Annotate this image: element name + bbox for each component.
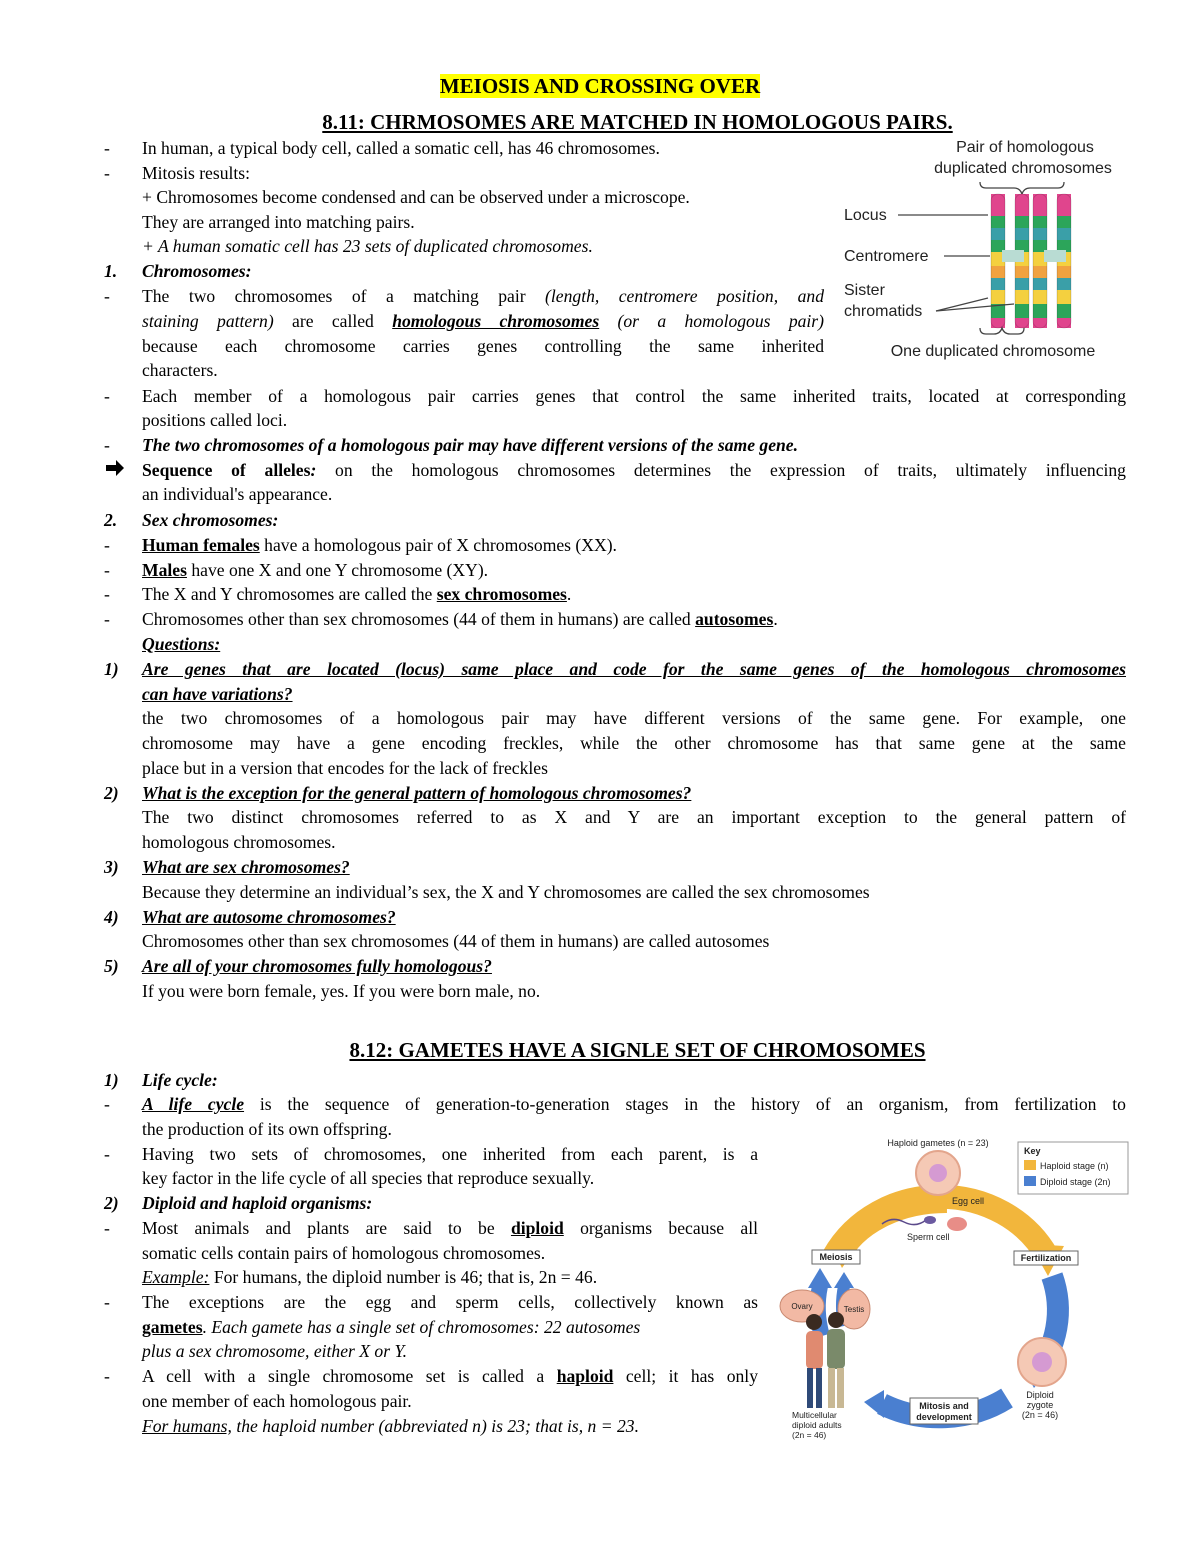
- egg-label: Egg cell: [952, 1196, 985, 1206]
- bullet-dash: -: [104, 1218, 110, 1238]
- question-text: What are autosome chromosomes?: [142, 907, 396, 927]
- sperm-label: Sperm cell: [907, 1232, 950, 1242]
- answer-text: place but in a version that encodes for the lack of freckles: [142, 758, 548, 778]
- text-line: characters.: [142, 360, 218, 380]
- text-line: somatic cells contain pairs of homologous chromosomes.: [142, 1243, 546, 1263]
- adults-label-line3: (2n = 46): [792, 1430, 827, 1440]
- chromatid-band: [1057, 304, 1071, 318]
- gamete-nucleus: [929, 1164, 947, 1182]
- questions-label: Questions:: [142, 634, 221, 654]
- section-heading-8-11: 8.11: CHRMOSOMES ARE MATCHED IN HOMOLOGOUS PAIRS.: [322, 110, 953, 134]
- zygote-label-line1: Diploid: [1026, 1390, 1054, 1400]
- question-marker: 4): [104, 907, 119, 927]
- adults-label-line2: diploid adults: [792, 1420, 842, 1430]
- haploid-gametes-label: Haploid gametes (n = 23): [887, 1138, 989, 1148]
- meiosis-label: Meiosis: [819, 1252, 853, 1262]
- text-line: Most animals and plants are said to be diploid organisms because all: [142, 1218, 758, 1238]
- adults-label-line1: Multicellular: [792, 1410, 837, 1420]
- text-line: A life cycle is the sequence of generation-to-generation stages in the history of an organism, from fertilization to: [142, 1094, 1126, 1114]
- question-text: Are genes that are located (locus) same place and code for the same genes of the homologous chromosomes: [142, 659, 1126, 679]
- key-haploid-label: Haploid stage (n): [1040, 1161, 1109, 1171]
- answer-text: chromosome may have a gene encoding freckles, while the other chromosome has that same gene at the same: [142, 733, 1126, 753]
- key-diploid-swatch: [1024, 1176, 1036, 1186]
- chromatid-band: [1033, 228, 1047, 240]
- answer-text: The two distinct chromosomes referred to as X and Y are an important exception to the general pattern of: [142, 807, 1126, 827]
- zygote-label-line2: zygote: [1026, 1400, 1054, 1410]
- top-bracket: [980, 182, 1064, 194]
- fertilization-label: Fertilization: [1020, 1253, 1072, 1263]
- chromatid-band: [991, 278, 1005, 290]
- document-title: MEIOSIS AND CROSSING OVER: [439, 74, 761, 98]
- text-line: The exceptions are the egg and sperm cells, collectively known as: [142, 1292, 758, 1312]
- bottom-bracket: [980, 328, 1024, 334]
- text-line: because each chromosome carries genes controlling the same inherited: [142, 336, 824, 356]
- chromatid-band: [1015, 290, 1029, 304]
- text-line: Males have one X and one Y chromosome (XY).: [142, 560, 489, 580]
- text-line: The X and Y chromosomes are called the sex chromosomes.: [142, 584, 572, 604]
- section-heading-8-12: 8.12: GAMETES HAVE A SIGNLE SET OF CHROMOSOMES: [349, 1038, 926, 1062]
- zygote-label-line3: (2n = 46): [1021, 1410, 1059, 1420]
- question-marker: 5): [104, 956, 119, 976]
- text-line: Mitosis results:: [142, 163, 251, 183]
- locus-label: Locus: [844, 207, 887, 224]
- list-marker: 2.: [104, 510, 118, 530]
- bullet-dash: -: [104, 386, 110, 406]
- bullet-dash: -: [104, 1144, 110, 1164]
- centromere-label: Centromere: [844, 248, 929, 265]
- text-line: For humans, the haploid number (abbreviated n) is 23; that is, n = 23.: [142, 1416, 639, 1436]
- bullet-dash: -: [104, 163, 110, 183]
- chromatid-band: [991, 266, 1005, 278]
- chromatid-band: [1057, 194, 1071, 216]
- list-label: Sex chromosomes:: [142, 510, 279, 530]
- question-text: Are all of your chromosomes fully homologous?: [142, 956, 492, 976]
- text-line: Each member of a homologous pair carries genes that control the same inherited traits, located at corresponding: [142, 386, 1126, 406]
- text-line: The two chromosomes of a matching pair (length, centromere position, and: [142, 286, 824, 306]
- text-line: In human, a typical body cell, called a somatic cell, has 46 chromosomes.: [142, 138, 660, 158]
- arrow-bullet-icon: [104, 458, 126, 482]
- question-marker: 2): [104, 783, 119, 803]
- bullet-dash: -: [104, 286, 110, 306]
- chromatid-band: [1057, 216, 1071, 228]
- mitosis-label-line1: Mitosis and: [919, 1401, 969, 1411]
- bullet-dash: -: [104, 609, 110, 629]
- centromere: [1002, 250, 1024, 262]
- text-line: staining pattern) are called homologous chromosomes (or a homologous pair): [142, 311, 825, 331]
- list-marker: 2): [104, 1193, 119, 1213]
- chromatid-band: [991, 228, 1005, 240]
- diploid-arrowhead-bottom: [864, 1390, 884, 1418]
- list-label: Life cycle:: [142, 1070, 218, 1090]
- figure1-title-line2: duplicated chromosomes: [934, 160, 1112, 177]
- chromatid-band: [1033, 278, 1047, 290]
- text-line: plus a sex chromosome, either X or Y.: [142, 1341, 408, 1361]
- text-line: Chromosomes other than sex chromosomes (44 of them in humans) are called autosomes.: [142, 609, 778, 629]
- text-line: Sequence of alleles: on the homologous chromosomes determines the expression of traits, ultimately influencing: [142, 460, 1126, 480]
- bullet-dash: -: [104, 535, 110, 555]
- sister-label-line1: Sister: [844, 282, 885, 299]
- text-line: Human females have a homologous pair of X chromosomes (XX).: [142, 535, 617, 555]
- chromatid-band: [1033, 216, 1047, 228]
- question-text: can have variations?: [142, 684, 293, 704]
- text-line: + A human somatic cell has 23 sets of duplicated chromosomes.: [142, 236, 593, 256]
- list-label: Diploid and haploid organisms:: [142, 1193, 373, 1213]
- homologous-chromosomes-figure: [838, 134, 1138, 364]
- list-marker: 1.: [104, 261, 118, 281]
- chromatid-band: [1033, 266, 1047, 278]
- text-line: positions called loci.: [142, 410, 288, 430]
- key-diploid-label: Diploid stage (2n): [1040, 1177, 1111, 1187]
- diploid-arrowhead-left: [808, 1268, 832, 1288]
- text-line: A cell with a single chromosome set is called a haploid cell; it has only: [142, 1366, 758, 1386]
- figure1-title-line1: Pair of homologous: [956, 139, 1094, 156]
- chromatid-band: [991, 194, 1005, 216]
- question-marker: 1): [104, 659, 119, 679]
- text-line: + Chromosomes become condensed and can be observed under a microscope.: [142, 187, 690, 207]
- chromatid-band: [1057, 278, 1071, 290]
- chromatid-band: [1057, 290, 1071, 304]
- key-title: Key: [1024, 1146, 1041, 1156]
- bullet-dash: -: [104, 435, 110, 455]
- chromatid-band: [1015, 304, 1029, 318]
- answer-text: homologous chromosomes.: [142, 832, 336, 852]
- centromere: [1044, 250, 1066, 262]
- text-line: gametes. Each gamete has a single set of chromosomes: 22 autosomes: [142, 1317, 641, 1337]
- text-line: The two chromosomes of a homologous pair may have different versions of the same gene.: [142, 435, 799, 455]
- chromatid-band: [1033, 290, 1047, 304]
- chromatid-band: [991, 290, 1005, 304]
- egg-cell: [947, 1217, 967, 1231]
- text-line: the production of its own offspring.: [142, 1119, 392, 1139]
- sister-label-line2: chromatids: [844, 303, 923, 320]
- answer-text: If you were born female, yes. If you were born male, no.: [142, 981, 541, 1001]
- mitosis-label-line2: development: [916, 1412, 972, 1422]
- figure1-bottom-label: One duplicated chromosome: [890, 343, 1096, 360]
- chromatid-band: [991, 216, 1005, 228]
- sperm-head: [924, 1216, 936, 1224]
- text-line: They are arranged into matching pairs.: [142, 212, 415, 232]
- chromatid-band: [1033, 194, 1047, 216]
- text-line: Having two sets of chromosomes, one inherited from each parent, is a: [142, 1144, 758, 1164]
- question-text: What are sex chromosomes?: [142, 857, 350, 877]
- list-label: Chromosomes:: [142, 261, 252, 281]
- chromatid-band: [1057, 266, 1071, 278]
- bullet-dash: -: [104, 1292, 110, 1312]
- human-life-cycle-figure: [772, 1136, 1142, 1446]
- bullet-dash: -: [104, 560, 110, 580]
- zygote-nucleus: [1032, 1352, 1052, 1372]
- bullet-dash: -: [104, 1094, 110, 1114]
- chromatid-band: [1015, 266, 1029, 278]
- chromatid-band: [1015, 194, 1029, 216]
- key-haploid-swatch: [1024, 1160, 1036, 1170]
- list-marker: 1): [104, 1070, 119, 1090]
- bullet-dash: -: [104, 1366, 110, 1386]
- chromatid-band: [1033, 304, 1047, 318]
- answer-text: Chromosomes other than sex chromosomes (44 of them in humans) are called autosomes: [142, 931, 770, 951]
- text-line: Example: For humans, the diploid number is 46; that is, 2n = 46.: [142, 1267, 598, 1287]
- diploid-arrowhead-left2: [834, 1272, 854, 1288]
- bullet-dash: -: [104, 138, 110, 158]
- bullet-dash: -: [104, 584, 110, 604]
- chromatid-band: [1057, 228, 1071, 240]
- chromatid-band: [1015, 228, 1029, 240]
- text-line: an individual's appearance.: [142, 484, 333, 504]
- question-marker: 3): [104, 857, 119, 877]
- question-text: What is the exception for the general pattern of homologous chromosomes?: [142, 783, 692, 803]
- answer-text: Because they determine an individual’s sex, the X and Y chromosomes are called the sex chromosomes: [142, 882, 870, 902]
- text-line: key factor in the life cycle of all species that reproduce sexually.: [142, 1168, 595, 1188]
- testis-label: Testis: [843, 1305, 865, 1314]
- text-line: one member of each homologous pair.: [142, 1391, 412, 1411]
- answer-text: the two chromosomes of a homologous pair may have different versions of the same gene. For example, one: [142, 708, 1126, 728]
- chromatid-band: [1015, 216, 1029, 228]
- ovary-label: Ovary: [791, 1302, 813, 1311]
- chromatid-band: [1015, 278, 1029, 290]
- chromosome-pair: [991, 194, 1071, 328]
